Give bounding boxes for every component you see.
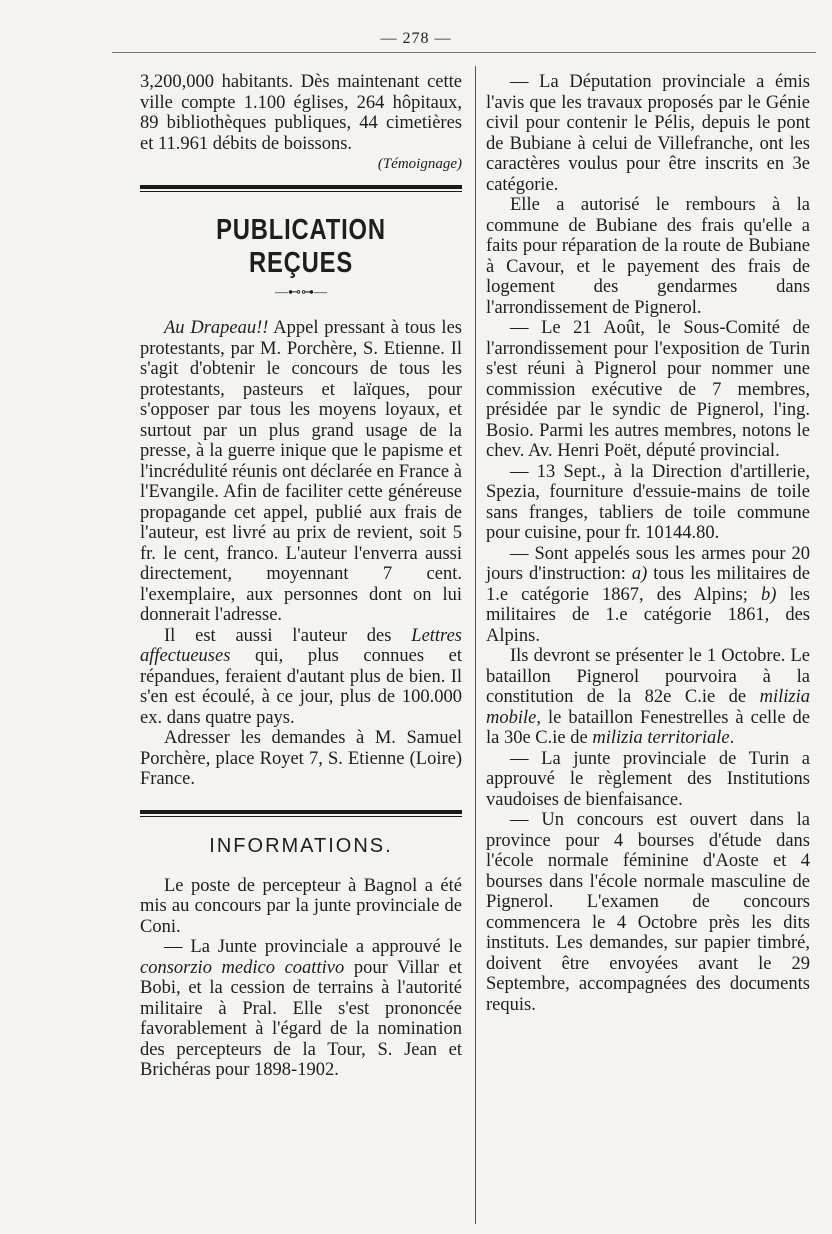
informations-title: INFORMATIONS. [209,834,393,857]
publication-paragraph [140,318,462,626]
section-rule-thin [140,191,462,192]
news-paragraph: Elle a autorisé le rembours à la commune de Bubiane des frais qu'elle a faits pour réparation de la route de Bubiane à Cavour, et le payement des frais de logement des gendarmes dans l'arrondissement de Pignerol. [486,195,810,318]
list-marker: a) [631,564,648,584]
section-rule-thick [140,810,462,814]
news-paragraph: — La Députation provinciale a émis l'avis que les travaux proposés par le Génie civil pour contenir le Pélis, depuis le pont de Bubiane à celui de Villefranche, ont les caractères voulus pour être inscrits en 3e catégorie. [486,72,810,195]
ornament: —⊷⊶— [275,284,327,299]
column-divider [475,66,476,1224]
news-text: Ils devront se présenter le 1 Octobre. Le bataillon Pignerol pourvoira à la constitution de la 82e C.ie de [486,646,810,707]
information-paragraph [140,937,462,1081]
news-text: — Sont appelés sous les armes pour 20 jours d'instruction: [486,543,810,584]
list-marker: b) [760,584,777,605]
information-text: — La Junte provinciale a approuvé le [164,937,462,957]
publications-title: PUBLICATION REÇUES [216,214,386,279]
header-rule [112,52,816,53]
news-paragraph: — Un concours est ouvert dans la province pour 4 bourses d'étude dans l'école normale féminine d'Aoste et 4 bourses dans l'école normale masculine de Pignerol. L'examen de concours commencera le 4 Octobre près les dits instituts. Les demandes, sur papier timbré, doivent être envoyées avant le 29 Septembre, accompagnées des documents requis. [486,810,810,1015]
italic-term: consorzio medico coattivo [140,957,345,978]
information-paragraph: Le poste de percepteur à Bagnol a été mis au concours par la junte provinciale de Coni. [140,875,462,937]
news-paragraph: — Le 21 Août, le Sous-Comité de l'arrondissement pour l'exposition de Turin s'est réuni à Pignerol pour nommer une commission exécutive de 7 membres, présidée par le syndic de Pignerol, l'ing. Bosio. Parmi les autres membres, notons le chev. Av. Henri Poët, député provincial. [486,318,810,461]
page-number: — 278 — [380,30,452,47]
section-rule-thick [140,185,462,189]
intro-paragraph: 3,200,000 habitants. Dès maintenant cette ville compte 1.100 églises, 264 hôpitaux, 89 bibliothèques publiques, 44 cimetières et 11.961 débits de boissons. [140,72,462,154]
publication-title-italic: Au Drapeau!! [164,318,269,338]
publication-paragraph: Adresser les demandes à M. Samuel Porchère, place Royet 7, S. Etienne (Loire) France. [140,728,462,789]
news-text: tous les militaires de 1.e catégorie 1867, des Alpins; [486,564,810,605]
right-column [486,72,810,1015]
information-text: pour Villar et Bobi, et la cession de terrains à l'autorité militaire à Pral. Elle s'est prononcée favorablement à l'égard de la nomination des percepteurs de la Tour, S. Jean et Brichéras pour 1898-1902. [140,957,463,1080]
news-text: , le bataillon Fenestrelles à celle de la 30e C.ie de [486,707,810,748]
italic-term: milizia mobile [486,687,810,728]
italic-term: milizia territoriale [592,728,730,748]
left-column [140,72,462,1081]
news-paragraph [486,646,810,749]
book-title-italic: Lettres affectueuses [140,625,462,666]
news-paragraph: — La junte provinciale de Turin a approuvé le règlement des Institutions vaudoises de bienfaisance. [486,748,810,810]
publication-text: qui, plus connues et répandues, feraient d'autant plus de bien. Il s'en est écoulé, à ce jour, plus de 100.000 ex. dans quatre pays. [140,646,462,728]
news-paragraph: — 13 Sept., à la Direction d'artillerie, Spezia, fourniture d'essuie-mains de toile sans franges, tabliers de toile commune pour cuisine, pour fr. 10144.80. [486,461,810,543]
news-text: les militaires de 1.e catégorie 1861, des Alpins. [486,584,810,646]
section-rule-thin [140,816,462,817]
publication-text: Il est aussi l'auteur des [164,625,412,646]
intro-source: (Témoignage) [377,156,462,172]
publication-text: Appel pressant à tous les protestants, par M. Porchère, S. Etienne. Il s'agit d'obtenir le concours de tous les protestants, pasteurs et laïques, pour s'opposer par tous les moyens loyaux, et surtout par un plus grand usage de la presse, à la guerre inique que le papisme et l'incrédulité réunis ont déclarée en France à l'Evangile. Afin de faciliter cette généreuse propagande cet appel, publié aux frais de l'auteur, est livré au prix de revient, soit 5 fr. le cent, franco. L'auteur l'enverra aussi directement, moyennant 7 cent. l'exemplaire, aux personnes dont on lui donnerait l'adresse. [140,318,462,625]
news-paragraph [486,544,810,647]
publication-paragraph [140,626,462,729]
news-text: . [729,728,735,748]
